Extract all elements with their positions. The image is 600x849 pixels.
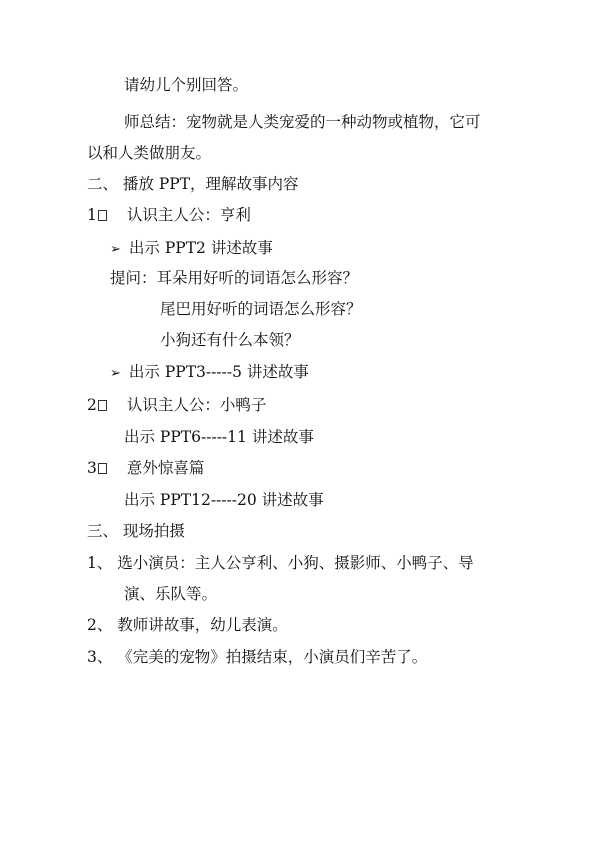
text-line: 出示 PPT6-----11 讲述故事 (124, 428, 314, 446)
list-item (87, 205, 251, 225)
empty-box-icon (98, 400, 107, 411)
item-number: 2 (87, 396, 97, 414)
section-heading: 三、 现场拍摄 (87, 522, 185, 540)
text-line: 提问：耳朵用好听的词语怎么形容？ (110, 269, 359, 287)
text-line: 2、 教师讲故事，幼儿表演。 (87, 616, 288, 634)
text-line: 3、 《完美的宠物》拍摄结束，小演员们辛苦了。 (87, 648, 428, 666)
item-number: 1 (87, 206, 97, 224)
item-text: 认识主人公：亨利 (126, 206, 251, 224)
text-line: 小狗还有什么本领？ (160, 331, 300, 349)
text-line: 演、乐队等。 (124, 585, 218, 603)
list-item (87, 395, 266, 415)
arrow-bullet-icon: ➢ (110, 242, 121, 257)
section-heading: 二、 播放 PPT，理解故事内容 (87, 175, 299, 193)
text-line: 尾巴用好听的词语怎么形容？ (160, 300, 362, 318)
bullet-text: 出示 PPT3-----5 讲述故事 (128, 363, 309, 381)
text-line: 师总结：宠物就是人类宠爱的一种动物或植物，它可 (124, 113, 481, 131)
bullet-item (110, 238, 273, 260)
empty-box-icon (98, 463, 107, 474)
arrow-bullet-icon: ➢ (110, 366, 121, 381)
text-line: 请幼儿个别回答。 (124, 76, 249, 94)
text-line: 1、 选小演员：主人公亨利、小狗、摄影师、小鸭子、导 (87, 554, 474, 572)
text-line: 以和人类做朋友。 (87, 144, 212, 162)
list-item (87, 458, 204, 478)
bullet-item (110, 362, 309, 384)
item-number: 3 (87, 459, 97, 477)
item-text: 认识主人公：小鸭子 (126, 396, 267, 414)
text-line: 出示 PPT12-----20 讲述故事 (124, 491, 324, 509)
empty-box-icon (98, 210, 107, 221)
bullet-text: 出示 PPT2 讲述故事 (128, 239, 273, 257)
item-text: 意外惊喜篇 (126, 459, 205, 477)
